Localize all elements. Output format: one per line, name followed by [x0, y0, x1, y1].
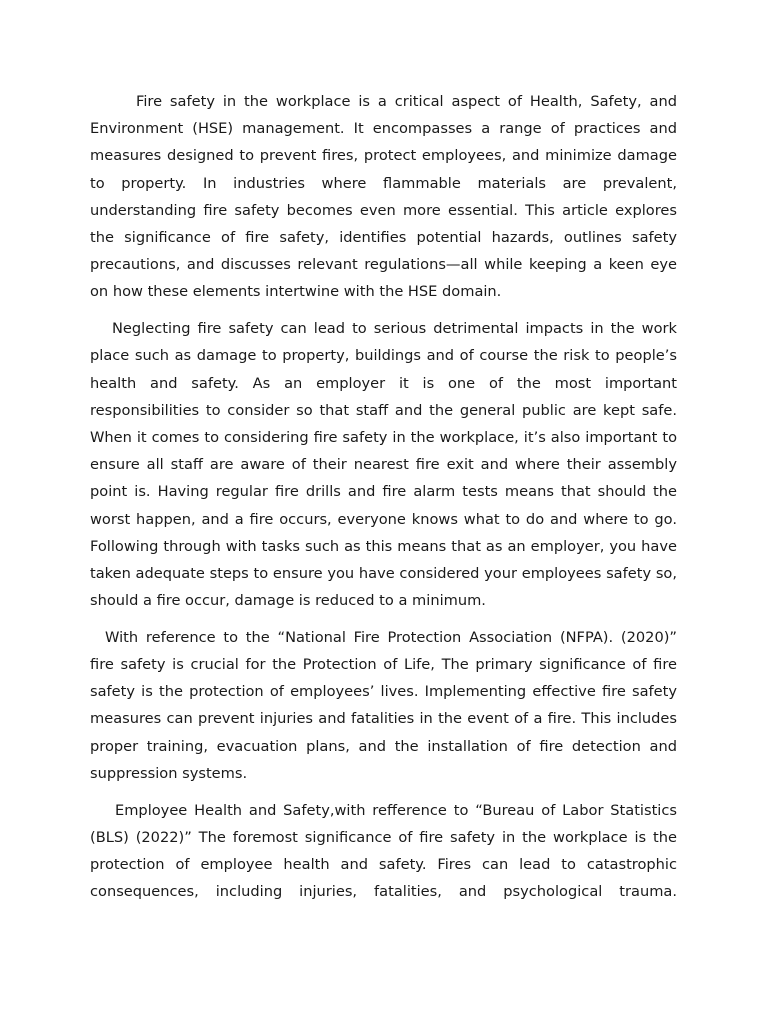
paragraph-nfpa: With reference to the “National Fire Protection Association (NFPA). (2020)” fire safety is crucial for the Protection of Life, The primary significance of fire safety is the protection of employees’ lives. Implementing effective fire safety measures can prevent injuries and fatalities in the event of a fire. This includes proper training, evacuation plans, and the installation of fire detection and suppression systems. — [90, 628, 677, 782]
paragraph-bls: Employee Health and Safety,with refference to “Bureau of Labor Statistics (BLS) (2022)” The foremost significance of fire safety in the workplace is the protection of employee health and safety. Fires can lead to catastrophic consequences, including injuries, fatalities, and psychological trauma. — [90, 801, 677, 901]
paragraph-neglect: Neglecting fire safety can lead to serious detrimental impacts in the work place such as damage to property, buildings and of course the risk to people’s health and safety. As an employer it is one of the most important responsibilities to consider so that staff and the general public are kept safe. When it comes to considering fire safety in the workplace, it’s also important to ensure all staff are aware of their nearest fire exit and where their assembly point is. Having regular fire drills and fire alarm tests means that should the worst happen, and a fire occurs, everyone knows what to do and where to go. Following through with tasks such as this means that as an employer, you have taken adequate steps to ensure you have considered your employees safety so, should a fire occur, damage is reduced to a minimum. — [90, 320, 677, 610]
paragraph-intro: Fire safety in the workplace is a critical aspect of Health, Safety, and Environment (HSE) management. It encompasses a range of practices and measures designed to prevent fires, protect employees, and minimize damage to property. In industries where flammable materials are prevalent, understanding fire safety becomes even more essential. This article explores the significance of fire safety, identifies potential hazards, outlines safety precautions, and discusses relevant regulations—all while keeping a keen eye on how these elements intertwine with the HSE domain. — [90, 93, 677, 301]
document-body — [90, 88, 677, 915]
